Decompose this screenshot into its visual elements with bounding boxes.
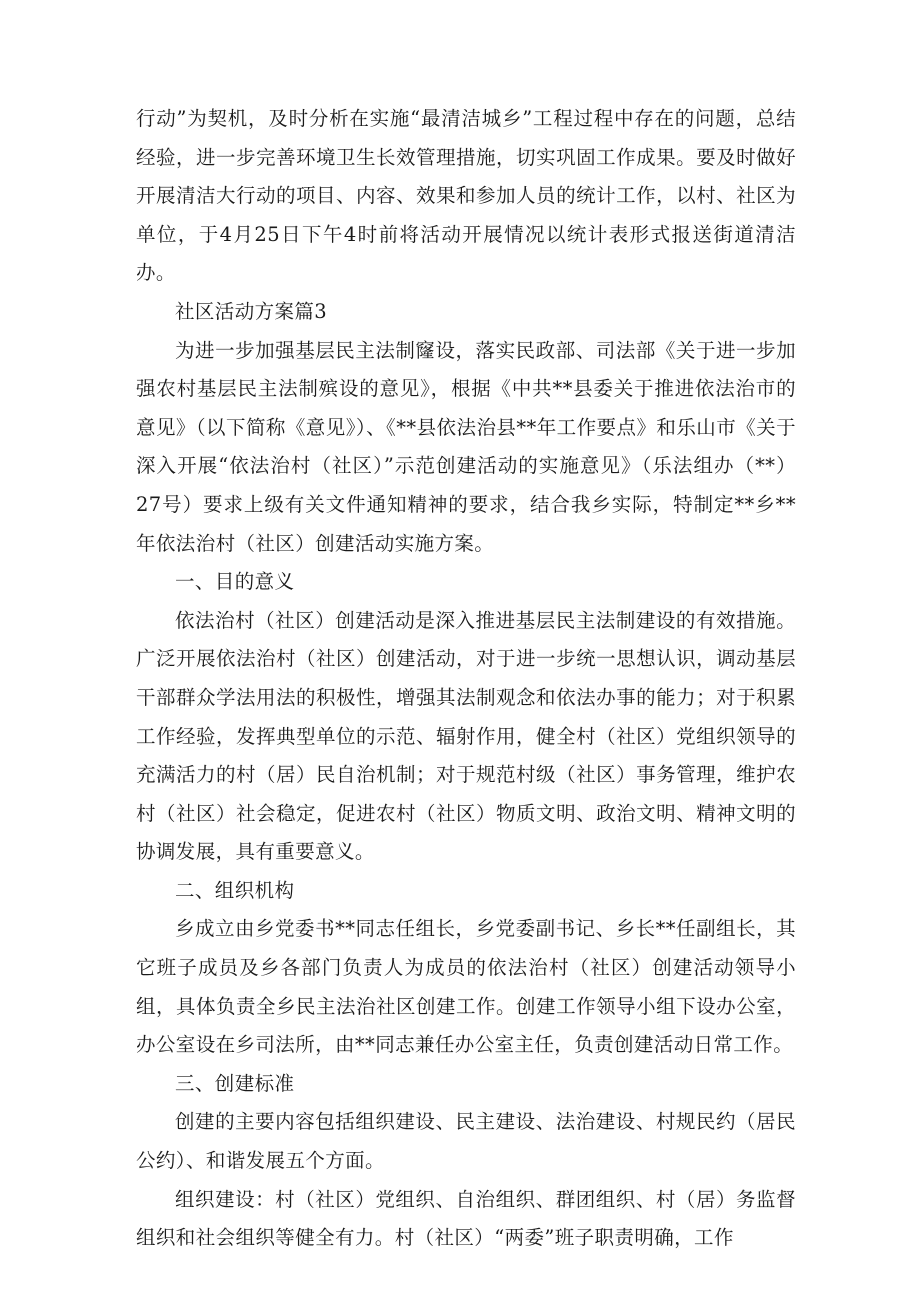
section-title: 社区活动方案篇3: [175, 299, 328, 323]
paragraph-4: 乡成立由乡党委书**同志任组长，乡党委副书记、乡长**任副组长，其它班子成员及乡各部门负责人为成员的依法治村（社区）创建活动领导小组，具体负责全乡民主法治社区创建工作。创建工作领导小组下设办公室，办公室设在乡司法所，由**同志兼任办公室主任，负责创建活动日常工作。: [136, 917, 796, 1057]
paragraph-2: 为进一步加强基层民主法制窿设，落实民政部、司法部《关于进一步加强农村基层民主法制殡设的意见》，根据《中共**县委关于推进依法治市的意见》（以下简称《意见》）、《**县依法治县**年工作要点》和乐山市《关于深入开展“依法治村（社区）”示范创建活动的实施意见》（乐法组办（**）27号）要求上级有关文件通知精神的要求，结合我乡实际，特制定**乡**年依法治村（社区）创建活动实施方案。: [136, 338, 796, 555]
heading-purpose: 一、目的意义: [175, 570, 295, 594]
heading-standards: 三、创建标准: [175, 1071, 295, 1095]
paragraph-3: 依法治村（社区）创建活动是深入推进基层民主法制建设的有效措施。广泛开展依法治村（社区）创建活动，对于进一步统一思想认识，调动基层干部群众学法用法的积极性，增强其法制观念和依法办事的能力；对于积累工作经验，发挥典型单位的示范、辐射作用，健全村（社区）党组织领导的充满活力的村（居）民自治机制；对于规范村级（社区）事务管理，维护农村（社区）社会稳定，促进农村（社区）物质文明、政治文明、精神文明的协调发展，具有重要意义。: [136, 608, 796, 864]
paragraph-5: 创建的主要内容包括组织建设、民主建设、法治建设、村规民约（居民公约）、和谐发展五个方面。: [136, 1110, 796, 1173]
heading-organization: 二、组织机构: [175, 878, 295, 902]
document-page: [136, 100, 796, 1258]
paragraph-6: 组织建设：村（社区）党组织、自治组织、群团组织、村（居）务监督组织和社会组织等健全有力。村（社区）“两委”班子职责明确，工作: [136, 1187, 796, 1250]
paragraph-1: 行动”为契机，及时分析在实施“最清洁城乡”工程过程中存在的问题，总结经验，进一步完善环境卫生长效管理措施，切实巩固工作成果。要及时做好开展清洁大行动的项目、内容、效果和参加人员的统计工作，以村、社区为单位，于4月25日下午4时前将活动开展情况以统计表形式报送街道清洁办。: [136, 107, 796, 285]
